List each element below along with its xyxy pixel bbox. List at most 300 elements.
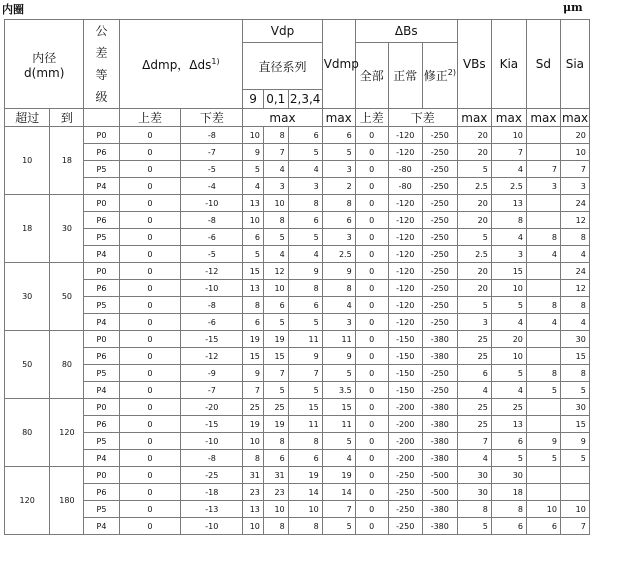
table-row <box>5 195 622 212</box>
bs-upper-cell: 0 <box>355 348 388 365</box>
class-cell: P4 <box>84 314 119 331</box>
class-cell: P5 <box>84 433 119 450</box>
bs-upper-cell: 0 <box>355 399 388 416</box>
sd-cell: 3 <box>526 178 560 195</box>
table-row <box>5 144 622 161</box>
sia-cell: 4 <box>560 246 589 263</box>
kia-cell: 25 <box>491 399 526 416</box>
vbs-cell: 20 <box>457 212 491 229</box>
bs-corrected-cell: -380 <box>422 416 457 433</box>
bs-normal-cell: -250 <box>388 484 422 501</box>
sd-cell: 8 <box>526 229 560 246</box>
sd-cell <box>526 331 560 348</box>
bs-normal-cell: -80 <box>388 178 422 195</box>
bs-normal-cell: -200 <box>388 450 422 467</box>
sia-cell: 10 <box>560 144 589 161</box>
bs-corrected-cell: -380 <box>422 518 457 535</box>
vbs-cell: 20 <box>457 263 491 280</box>
vdp-9-cell: 8 <box>243 297 264 314</box>
inner-ring-tolerance-table <box>4 19 622 535</box>
bs-upper-cell: 0 <box>355 450 388 467</box>
bs-normal-cell: -120 <box>388 229 422 246</box>
dmp-upper-cell: 0 <box>119 484 181 501</box>
vdp-9-cell: 8 <box>243 450 264 467</box>
bs-corrected-cell: -380 <box>422 450 457 467</box>
sd-cell <box>526 280 560 297</box>
sd-cell <box>526 399 560 416</box>
sia-cell: 15 <box>560 416 589 433</box>
sd-cell: 5 <box>526 382 560 399</box>
bs-corrected-cell: -380 <box>422 331 457 348</box>
kia-header: Kia <box>491 20 526 109</box>
vdmp-cell: 8 <box>322 195 355 212</box>
table-row <box>5 297 622 314</box>
vdp-234-cell: 5 <box>288 382 322 399</box>
table-row <box>5 501 622 518</box>
vdp-01-cell: 7 <box>263 144 288 161</box>
bs-corrected-cell: -250 <box>422 365 457 382</box>
bs-normal-cell: -120 <box>388 212 422 229</box>
vdp-9-cell: 5 <box>243 161 264 178</box>
sia-cell: 15 <box>560 348 589 365</box>
vdp-9-cell: 31 <box>243 467 264 484</box>
dmp-lower-cell: -8 <box>181 127 243 144</box>
range-over-cell: 30 <box>5 263 50 331</box>
table-row <box>5 382 622 399</box>
dmp-lower-cell: -8 <box>181 450 243 467</box>
sia-cell: 24 <box>560 195 589 212</box>
dmp-upper-cell: 0 <box>119 382 181 399</box>
vdp-01-cell: 31 <box>263 467 288 484</box>
sia-cell: 8 <box>560 297 589 314</box>
normal-header: 正常 <box>388 43 422 109</box>
vdmp-cell: 9 <box>322 263 355 280</box>
class-cell: P6 <box>84 280 119 297</box>
vdp-01-cell: 7 <box>263 365 288 382</box>
vdp-9-cell: 13 <box>243 195 264 212</box>
vdp-9-cell: 6 <box>243 314 264 331</box>
dmp-lower-cell: -10 <box>181 195 243 212</box>
vdp-01-cell: 3 <box>263 178 288 195</box>
vdp-234-cell: 8 <box>288 518 322 535</box>
sia-cell: 30 <box>560 399 589 416</box>
kia-cell: 8 <box>491 212 526 229</box>
vdp-01-cell: 4 <box>263 246 288 263</box>
dmp-upper-cell: 0 <box>119 467 181 484</box>
vdp-234-cell: 19 <box>288 467 322 484</box>
kia-cell: 15 <box>491 263 526 280</box>
vbs-cell: 25 <box>457 348 491 365</box>
bs-normal-cell: -150 <box>388 348 422 365</box>
bs-corrected-cell: -380 <box>422 399 457 416</box>
dmp-lower-cell: -5 <box>181 161 243 178</box>
dmp-lower-cell: -13 <box>181 501 243 518</box>
dmp-lower-cell: -6 <box>181 229 243 246</box>
bs-normal-cell: -150 <box>388 382 422 399</box>
bs-normal-cell: -120 <box>388 314 422 331</box>
class-cell: P5 <box>84 297 119 314</box>
vdp-9-cell: 10 <box>243 433 264 450</box>
vdmp-cell: 5 <box>322 518 355 535</box>
sia-cell: 10 <box>560 501 589 518</box>
vdp-234-cell: 8 <box>288 195 322 212</box>
vdp-234-cell: 8 <box>288 433 322 450</box>
vdmp-cell: 3 <box>322 229 355 246</box>
corrected-label: 修正 <box>423 69 448 83</box>
sia-cell: 3 <box>560 178 589 195</box>
bs-corrected-cell: -250 <box>422 382 457 399</box>
vdp-9-cell: 10 <box>243 127 264 144</box>
bs-upper-cell: 0 <box>355 365 388 382</box>
bs-upper-cell: 0 <box>355 178 388 195</box>
sd-cell <box>526 416 560 433</box>
vdp-01-cell: 5 <box>263 382 288 399</box>
sd-cell: 7 <box>526 161 560 178</box>
bs-upper-cell: 0 <box>355 229 388 246</box>
class-cell: P5 <box>84 161 119 178</box>
bs-upper-cell: 0 <box>355 195 388 212</box>
dmp-lower-cell: -8 <box>181 212 243 229</box>
class-blank-header <box>84 109 119 127</box>
bs-corrected-cell: -250 <box>422 314 457 331</box>
bs-lower-header: 下差 <box>388 109 457 127</box>
vdp-234-cell: 6 <box>288 450 322 467</box>
kia-cell: 6 <box>491 433 526 450</box>
sia-cell: 12 <box>560 280 589 297</box>
bs-upper-cell: 0 <box>355 263 388 280</box>
bs-corrected-cell: -500 <box>422 467 457 484</box>
class-cell: P4 <box>84 178 119 195</box>
sd-cell <box>526 484 560 501</box>
bs-normal-cell: -120 <box>388 263 422 280</box>
vdp-01-cell: 12 <box>263 263 288 280</box>
sd-cell: 4 <box>526 246 560 263</box>
dmp-upper-cell: 0 <box>119 263 181 280</box>
vdp-01-cell: 5 <box>263 314 288 331</box>
vdp-9-cell: 10 <box>243 518 264 535</box>
bs-normal-cell: -120 <box>388 297 422 314</box>
kia-cell: 4 <box>491 314 526 331</box>
class-cell: P6 <box>84 484 119 501</box>
bs-corrected-cell: -500 <box>422 484 457 501</box>
vdmp-cell: 11 <box>322 416 355 433</box>
vbs-cell: 6 <box>457 365 491 382</box>
vdp-234-cell: 5 <box>288 144 322 161</box>
bs-upper-cell: 0 <box>355 467 388 484</box>
corrected-note: 2) <box>447 68 456 77</box>
vbs-cell: 4 <box>457 382 491 399</box>
range-over-cell: 18 <box>5 195 50 263</box>
vdp-9-cell: 19 <box>243 416 264 433</box>
sd-cell <box>526 144 560 161</box>
table-row <box>5 348 622 365</box>
dmp-upper-cell: 0 <box>119 246 181 263</box>
to-header: 到 <box>50 109 84 127</box>
sia-cell: 5 <box>560 382 589 399</box>
vbs-cell: 7 <box>457 433 491 450</box>
kia-cell: 6 <box>491 518 526 535</box>
vdmp-cell: 2.5 <box>322 246 355 263</box>
vdp-9-cell: 9 <box>243 365 264 382</box>
upper-header: 上差 <box>119 109 181 127</box>
vdp-01-cell: 10 <box>263 501 288 518</box>
dmp-lower-cell: -25 <box>181 467 243 484</box>
vbs-cell: 5 <box>457 518 491 535</box>
vdp-01-cell: 8 <box>263 518 288 535</box>
class-cell: P0 <box>84 331 119 348</box>
vdp-01-cell: 10 <box>263 280 288 297</box>
kia-cell: 5 <box>491 365 526 382</box>
vdmp-cell: 5 <box>322 433 355 450</box>
tolerance-class-char: 等 <box>95 68 108 82</box>
vdmp-header: Vdmp <box>322 20 355 109</box>
kia-cell: 5 <box>491 450 526 467</box>
dmp-lower-cell: -15 <box>181 331 243 348</box>
bs-upper-cell: 0 <box>355 212 388 229</box>
kia-max-header: max <box>491 109 526 127</box>
vdp-01-cell: 5 <box>263 229 288 246</box>
vdp-01-cell: 8 <box>263 212 288 229</box>
kia-cell: 30 <box>491 467 526 484</box>
table-row <box>5 399 622 416</box>
vdp-01-cell: 23 <box>263 484 288 501</box>
all-header: 全部 <box>355 43 388 109</box>
class-cell: P4 <box>84 518 119 535</box>
dmp-upper-cell: 0 <box>119 229 181 246</box>
bs-normal-cell: -120 <box>388 280 422 297</box>
vdmp-cell: 6 <box>322 212 355 229</box>
bs-corrected-cell: -250 <box>422 212 457 229</box>
dmp-upper-cell: 0 <box>119 450 181 467</box>
vbs-cell: 2.5 <box>457 246 491 263</box>
sia-header: Sia <box>560 20 589 109</box>
vdp-234-cell: 14 <box>288 484 322 501</box>
vbs-cell: 30 <box>457 484 491 501</box>
bs-normal-cell: -150 <box>388 365 422 382</box>
vbs-cell: 30 <box>457 467 491 484</box>
bs-normal-cell: -120 <box>388 144 422 161</box>
kia-cell: 4 <box>491 229 526 246</box>
sia-cell: 9 <box>560 433 589 450</box>
vdp-234-cell: 6 <box>288 212 322 229</box>
vbs-cell: 5 <box>457 161 491 178</box>
vdp-01-cell: 19 <box>263 331 288 348</box>
bs-upper-cell: 0 <box>355 297 388 314</box>
range-to-cell: 80 <box>50 331 84 399</box>
vdp-01-cell: 4 <box>263 161 288 178</box>
bs-corrected-cell: -250 <box>422 297 457 314</box>
table-row <box>5 365 622 382</box>
dmp-upper-cell: 0 <box>119 178 181 195</box>
kia-cell: 10 <box>491 127 526 144</box>
vbs-header: VBs <box>457 20 491 109</box>
class-cell: P4 <box>84 246 119 263</box>
vbs-cell: 5 <box>457 229 491 246</box>
bs-corrected-cell: -250 <box>422 144 457 161</box>
vdp-9-cell: 15 <box>243 263 264 280</box>
vbs-cell: 25 <box>457 399 491 416</box>
range-to-cell: 30 <box>50 195 84 263</box>
dmp-lower-cell: -10 <box>181 280 243 297</box>
tolerance-class-char: 级 <box>95 90 108 104</box>
table-row <box>5 433 622 450</box>
dmp-lower-cell: -4 <box>181 178 243 195</box>
vdp-234-cell: 5 <box>288 314 322 331</box>
bs-upper-cell: 0 <box>355 246 388 263</box>
sia-max-header: max <box>561 110 589 125</box>
bs-normal-cell: -200 <box>388 433 422 450</box>
kia-cell: 10 <box>491 280 526 297</box>
bs-upper-cell: 0 <box>355 484 388 501</box>
class-cell: P5 <box>84 365 119 382</box>
vdp-9-cell: 13 <box>243 501 264 518</box>
table-row <box>5 450 622 467</box>
kia-cell: 5 <box>491 297 526 314</box>
bs-normal-cell: -120 <box>388 195 422 212</box>
sd-cell <box>526 212 560 229</box>
sia-cell: 12 <box>560 212 589 229</box>
vdp-9-cell: 6 <box>243 229 264 246</box>
vbs-cell: 8 <box>457 501 491 518</box>
tolerance-class-char: 公 <box>95 24 108 38</box>
dmp-upper-cell: 0 <box>119 195 181 212</box>
table-row <box>5 467 622 484</box>
vdp-01-cell: 6 <box>263 450 288 467</box>
vdp-9-cell: 23 <box>243 484 264 501</box>
table-row <box>5 263 622 280</box>
vdp-234-cell: 3 <box>288 178 322 195</box>
sia-cell <box>560 467 589 484</box>
bs-corrected-cell: -250 <box>422 161 457 178</box>
class-cell: P6 <box>84 212 119 229</box>
vdmp-cell: 4 <box>322 450 355 467</box>
vdp-01-cell: 8 <box>263 127 288 144</box>
bs-corrected-cell: -250 <box>422 178 457 195</box>
vbs-cell: 2.5 <box>457 178 491 195</box>
dmp-upper-cell: 0 <box>119 365 181 382</box>
vdmp-cell: 8 <box>322 280 355 297</box>
sd-cell: 8 <box>526 365 560 382</box>
kia-cell: 3 <box>491 246 526 263</box>
bs-upper-cell: 0 <box>355 518 388 535</box>
bs-corrected-cell: -250 <box>422 195 457 212</box>
lower-header: 下差 <box>181 109 243 127</box>
dmp-upper-cell: 0 <box>119 331 181 348</box>
class-cell: P6 <box>84 144 119 161</box>
vdp-9-cell: 19 <box>243 331 264 348</box>
sd-cell: 8 <box>526 297 560 314</box>
sia-cell: 7 <box>560 161 589 178</box>
vdp-234-cell: 11 <box>288 331 322 348</box>
corrected-header <box>422 43 457 109</box>
table-row <box>5 314 622 331</box>
vbs-cell: 25 <box>457 416 491 433</box>
sia-cell: 8 <box>560 365 589 382</box>
bs-corrected-cell: -250 <box>422 263 457 280</box>
bs-normal-cell: -250 <box>388 518 422 535</box>
vdp-234-cell: 7 <box>288 365 322 382</box>
sd-max-header: max <box>526 109 560 127</box>
vdmp-cell: 3.5 <box>322 382 355 399</box>
bs-normal-cell: -250 <box>388 501 422 518</box>
table-row <box>5 280 622 297</box>
class-cell: P5 <box>84 229 119 246</box>
table-row <box>5 416 622 433</box>
vbs-cell: 25 <box>457 331 491 348</box>
range-over-cell: 50 <box>5 331 50 399</box>
vdp-01-cell: 6 <box>263 297 288 314</box>
vdp-9-cell: 13 <box>243 280 264 297</box>
vdp-234-cell: 6 <box>288 127 322 144</box>
delta-dmp-label: Δdmp，Δds <box>142 57 212 72</box>
sd-cell <box>526 348 560 365</box>
vdp-9-cell: 9 <box>243 144 264 161</box>
vdp-234-cell: 9 <box>288 348 322 365</box>
dmp-upper-cell: 0 <box>119 297 181 314</box>
dmp-upper-cell: 0 <box>119 518 181 535</box>
diameter-series-header: 直径系列 <box>243 43 322 90</box>
vbs-cell: 3 <box>457 314 491 331</box>
bs-corrected-cell: -250 <box>422 246 457 263</box>
vdp-01-cell: 25 <box>263 399 288 416</box>
inner-diameter-header <box>5 20 84 109</box>
sd-cell: 6 <box>526 518 560 535</box>
sd-cell: 9 <box>526 433 560 450</box>
bs-upper-cell: 0 <box>355 382 388 399</box>
vdmp-cell: 15 <box>322 399 355 416</box>
table-title: 内圈 <box>2 3 24 16</box>
vdp-9-cell: 25 <box>243 399 264 416</box>
bs-upper-cell: 0 <box>355 144 388 161</box>
vbs-cell: 5 <box>457 297 491 314</box>
sia-cell: 7 <box>560 518 589 535</box>
vbs-cell: 20 <box>457 280 491 297</box>
tolerance-class-char: 差 <box>95 46 108 60</box>
table-row <box>5 229 622 246</box>
bs-normal-cell: -80 <box>388 161 422 178</box>
class-cell: P0 <box>84 195 119 212</box>
vbs-cell: 20 <box>457 195 491 212</box>
kia-cell: 8 <box>491 501 526 518</box>
vdp-234-cell: 8 <box>288 280 322 297</box>
class-cell: P0 <box>84 127 119 144</box>
vdp-max-header: max <box>243 109 322 127</box>
class-cell: P4 <box>84 382 119 399</box>
range-to-cell: 180 <box>50 467 84 535</box>
bs-normal-cell: -250 <box>388 467 422 484</box>
class-cell: P6 <box>84 348 119 365</box>
vdp-9-cell: 10 <box>243 212 264 229</box>
dmp-lower-cell: -12 <box>181 263 243 280</box>
sd-cell <box>526 195 560 212</box>
dmp-lower-cell: -9 <box>181 365 243 382</box>
dmp-upper-cell: 0 <box>119 416 181 433</box>
vbs-cell: 4 <box>457 450 491 467</box>
bs-normal-cell: -200 <box>388 399 422 416</box>
dmp-lower-cell: -15 <box>181 416 243 433</box>
bs-upper-header: 上差 <box>355 109 388 127</box>
kia-cell: 13 <box>491 195 526 212</box>
series-234-header: 2,3,4 <box>288 90 322 109</box>
dmp-upper-cell: 0 <box>119 280 181 297</box>
dmp-upper-cell: 0 <box>119 314 181 331</box>
table-row <box>5 161 622 178</box>
vdmp-cell: 2 <box>322 178 355 195</box>
dmp-lower-cell: -7 <box>181 382 243 399</box>
vdp-header: Vdp <box>243 20 322 43</box>
sd-cell <box>526 127 560 144</box>
vdmp-max-header: max <box>322 109 355 127</box>
